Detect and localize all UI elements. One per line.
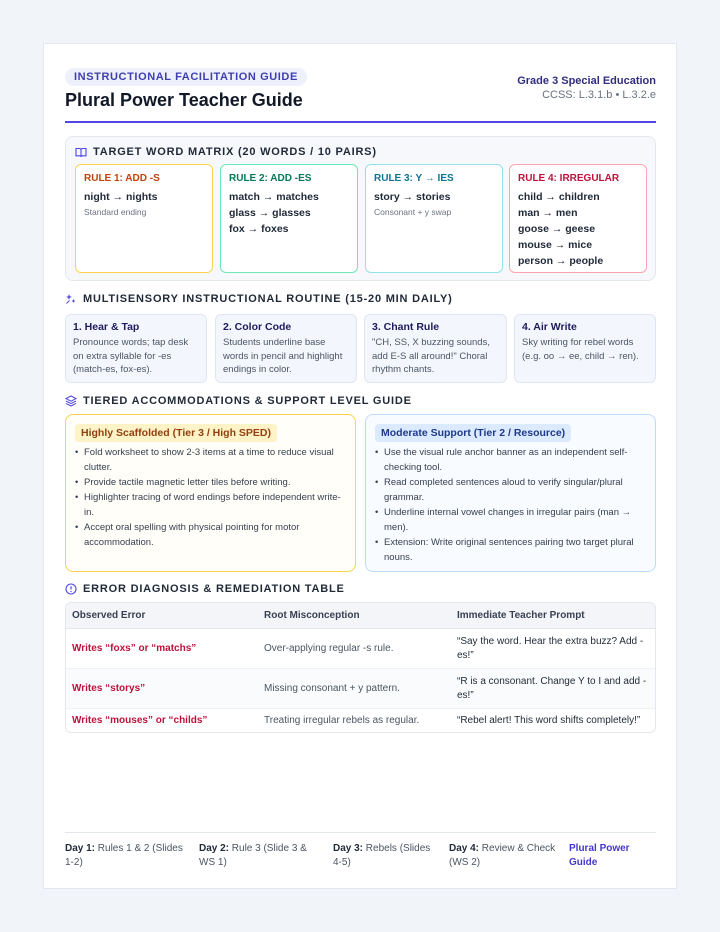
step-title: 3. Chant Rule — [372, 321, 440, 333]
book-icon — [75, 147, 87, 158]
layers-icon — [65, 395, 77, 407]
page-title: Plural Power Teacher Guide — [65, 90, 303, 110]
step-description: "CH, SS, X buzzing sounds, add E-S all around!" Choral rhythm chants. — [372, 337, 490, 375]
word-pair: child → children — [518, 191, 600, 203]
rule-note: Standard ending — [84, 207, 147, 217]
list-item: • Read completed sentences aloud to verify singular/plural grammar. — [375, 475, 646, 505]
pacing-day-1: Day 1: Rules 1 & 2 (Slides 1-2) — [65, 843, 183, 868]
tier-3-card — [65, 414, 356, 572]
teacher-prompt: “Rebel alert! This word shifts completely!” — [457, 715, 641, 726]
list-item: • Extension: Write original sentences pairing two target plural nouns. — [375, 535, 646, 565]
error-table-heading: ERROR DIAGNOSIS & REMEDIATION TABLE — [65, 583, 345, 595]
table-row — [66, 669, 655, 709]
routine-step-1 — [65, 314, 207, 383]
ccss-label: CCSS: L.3.1.b • L.3.2.e — [542, 89, 656, 101]
column-header: Observed Error — [72, 610, 146, 621]
rule-card-3 — [365, 164, 503, 273]
table-header-row — [66, 603, 655, 629]
column-header: Root Misconception — [264, 610, 360, 621]
observed-error: Writes “mouses” or “childs” — [72, 715, 208, 726]
list-item: • Accept oral spelling with physical pointing for motor accommodation. — [75, 520, 346, 550]
step-title: 2. Color Code — [223, 321, 292, 333]
guide-page — [43, 43, 677, 889]
pacing-day-3: Day 3: Rebels (Slides 4-5) — [333, 843, 431, 868]
word-pair: story → stories — [374, 191, 451, 203]
footer-brand: Plural Power Guide — [569, 843, 630, 868]
routine-step-4 — [514, 314, 656, 383]
word-pair: goose → geese — [518, 223, 596, 235]
routine-heading: MULTISENSORY INSTRUCTIONAL ROUTINE (15-20 MIN DAILY) — [65, 293, 453, 305]
word-pair: mouse → mice — [518, 239, 593, 251]
grade-label: Grade 3 Special Education — [517, 75, 656, 87]
teacher-prompt: “R is a consonant. Change Y to I and add -es!” — [457, 676, 647, 701]
error-table — [65, 602, 656, 733]
list-item: • Fold worksheet to show 2-3 items at a time to reduce visual clutter. — [75, 445, 346, 475]
rule-card-4 — [509, 164, 647, 273]
pacing-day-2: Day 2: Rule 3 (Slide 3 & WS 1) — [199, 843, 307, 868]
pacing-day-4: Day 4: Review & Check (WS 2) — [449, 843, 556, 868]
routine-step-2 — [215, 314, 357, 383]
teacher-prompt: “Say the word. Hear the extra buzz? Add -es!” — [457, 636, 644, 661]
routine-step-3 — [364, 314, 507, 383]
tier-title: Highly Scaffolded (Tier 3 / High SPED) — [75, 424, 277, 442]
column-header: Immediate Teacher Prompt — [457, 610, 585, 621]
rule-heading: RULE 4: IRREGULAR — [518, 173, 620, 184]
guide-label: INSTRUCTIONAL FACILITATION GUIDE — [65, 68, 307, 86]
root-misconception: Treating irregular rebels as regular. — [264, 715, 420, 726]
word-pair: fox → foxes — [229, 223, 289, 235]
root-misconception: Missing consonant + y pattern. — [264, 683, 400, 694]
rule-heading: RULE 1: ADD -S — [84, 173, 160, 184]
word-matrix-section — [65, 136, 656, 281]
sparkle-icon — [65, 293, 77, 305]
pacing-footer — [65, 832, 656, 868]
step-title: 4. Air Write — [522, 321, 577, 333]
word-pair: night → nights — [84, 191, 158, 203]
rule-note: Consonant + y swap — [374, 207, 452, 217]
accommodations-heading: TIERED ACCOMMODATIONS & SUPPORT LEVEL GUIDE — [65, 395, 412, 407]
tier-list — [375, 445, 646, 565]
rule-card-1 — [75, 164, 213, 273]
alert-circle-icon — [65, 583, 77, 595]
list-item: • Underline internal vowel changes in irregular pairs (man → men). — [375, 505, 646, 535]
observed-error: Writes “foxs” or “matchs” — [72, 643, 197, 654]
word-pair: person → people — [518, 255, 604, 267]
list-item: • Use the visual rule anchor banner as an independent self-checking tool. — [375, 445, 646, 475]
step-description: Students underline base words in pencil and highlight endings in color. — [223, 337, 343, 375]
rule-heading: RULE 3: Y → IES — [374, 173, 454, 184]
rule-heading: RULE 2: ADD -ES — [229, 173, 312, 184]
page-header — [65, 68, 656, 123]
rule-card-2 — [220, 164, 358, 273]
step-description: Sky writing for rebel words (e.g. oo → ee, child → ren). — [522, 337, 639, 362]
observed-error: Writes “storys” — [72, 683, 146, 694]
table-row — [66, 629, 655, 669]
step-description: Pronounce words; tap desk on extra syllable for -es (match-es, fox-es). — [73, 337, 189, 375]
table-row — [66, 709, 655, 733]
tier-list — [75, 445, 346, 550]
list-item: • Provide tactile magnetic letter tiles before writing. — [75, 475, 346, 490]
matrix-heading: TARGET WORD MATRIX (20 WORDS / 10 PAIRS) — [75, 146, 377, 158]
list-item: • Highlighter tracing of word endings before independent write-in. — [75, 490, 346, 520]
word-pair: glass → glasses — [229, 207, 311, 219]
tier-2-card — [365, 414, 656, 572]
tier-title: Moderate Support (Tier 2 / Resource) — [375, 424, 571, 442]
step-title: 1. Hear & Tap — [73, 321, 140, 333]
word-pair: match → matches — [229, 191, 319, 203]
root-misconception: Over-applying regular -s rule. — [264, 643, 394, 654]
word-pair: man → men — [518, 207, 578, 219]
